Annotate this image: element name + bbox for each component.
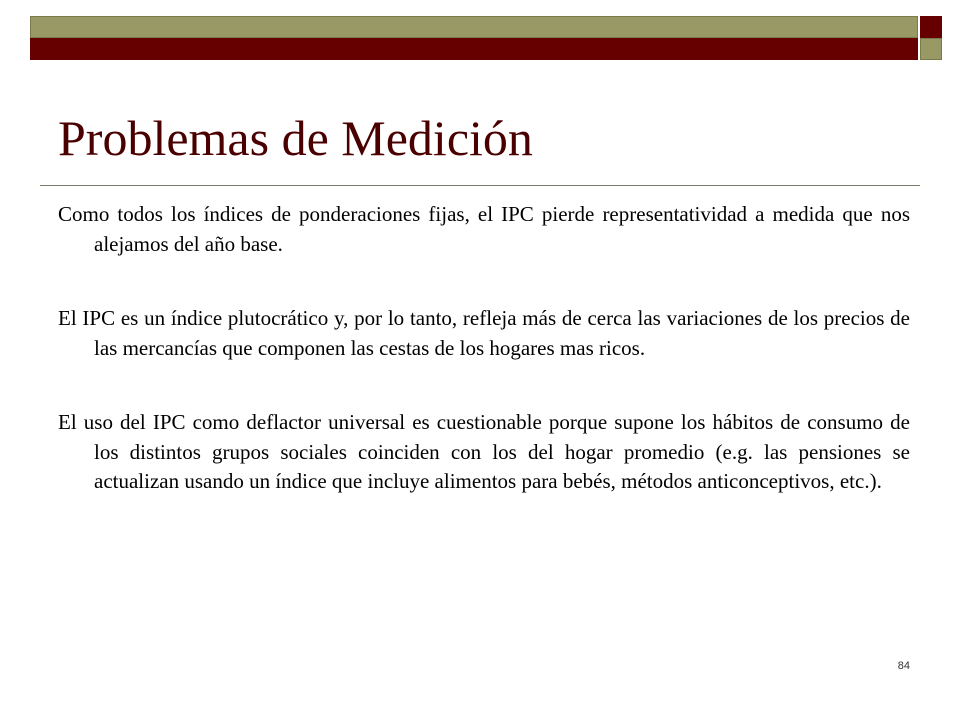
slide-body [58, 200, 910, 497]
header-olive-square [920, 38, 942, 60]
paragraph-2: El IPC es un índice plutocrático y, por lo tanto, refleja más de cerca las variaciones de los precios de las mercancías que componen las cestas de los hogares mas ricos. [58, 306, 910, 360]
header-olive-bar [30, 16, 918, 38]
paragraph-1: Como todos los índices de ponderaciones fijas, el IPC pierde representatividad a medida que nos alejamos del año base. [58, 202, 910, 256]
header-maroon-square [920, 16, 942, 38]
title-divider [40, 185, 920, 186]
paragraph-3: El uso del IPC como deflactor universal es cuestionable porque supone los hábitos de consumo de los distintos grupos sociales coinciden con los del hogar promedio (e.g. las pensiones se actualizan usando un índice que incluye alimentos para bebés, métodos anticonceptivos, etc.). [58, 410, 910, 493]
slide-title: Problemas de Medición [58, 110, 533, 166]
header-maroon-bar [30, 38, 918, 60]
page-number: 84 [897, 660, 910, 672]
